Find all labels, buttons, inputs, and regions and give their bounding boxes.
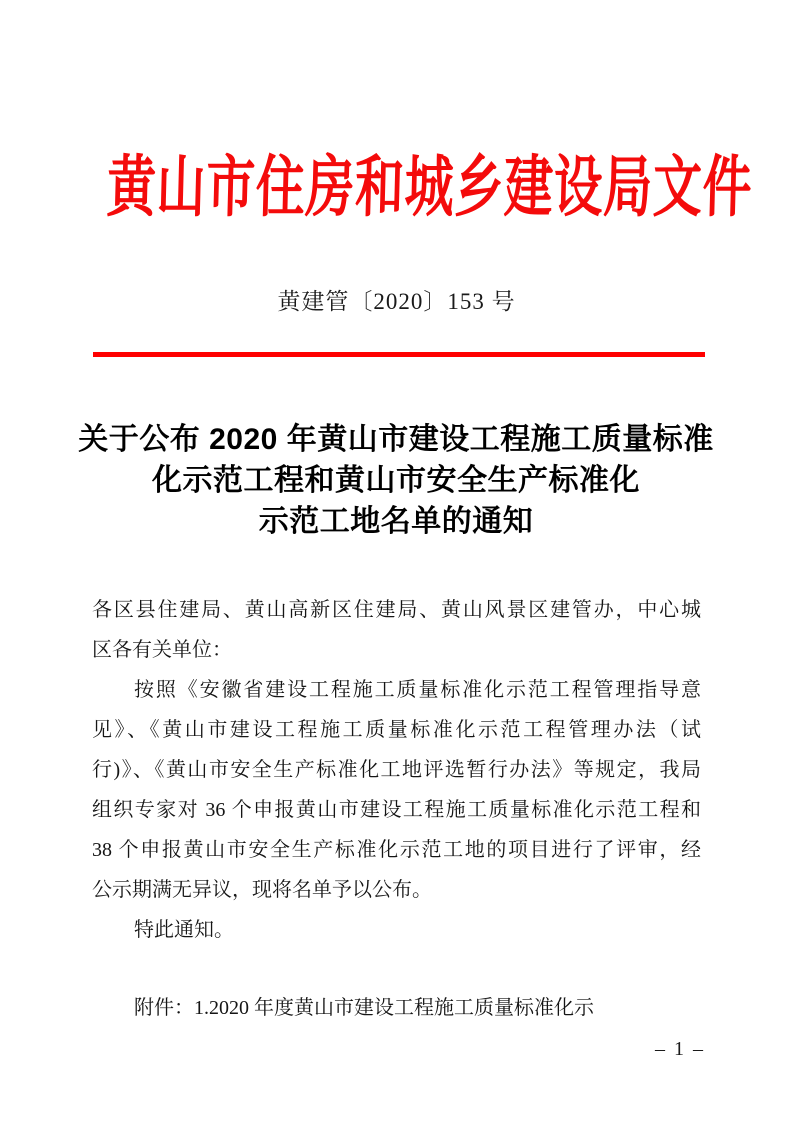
red-divider-line [93,352,705,357]
body-line-attachment: 附件：1.2020 年度黄山市建设工程施工质量标准化示 [134,997,594,1019]
notice-title [46,419,746,542]
document-body [92,590,701,1028]
notice-title-line-3: 示范工地名单的通知 [258,505,534,538]
body-line-addressee-2: 区各有关单位： [92,639,232,661]
body-line-notice-close: 特此通知。 [134,919,234,941]
notice-title-line-2: 化示范工程和黄山市安全生产标准化 [152,464,640,497]
body-line-addressee-1: 各区县住建局、黄山高新区住建局、黄山风景区建管办，中心城 [92,599,701,621]
body-line-paragraph-1: 按照《安徽省建设工程施工质量标准化示范工程管理指导意 [134,679,701,701]
body-line-paragraph-6: 公示期满无异议，现将名单予以公布。 [92,879,432,901]
agency-header-title: 黄山市住房和城乡建设局文件 [105,151,754,225]
body-line-paragraph-5: 38 个申报黄山市安全生产标准化示范工地的项目进行了评审，经 [92,839,701,861]
body-line-paragraph-2: 见》、《黄山市建设工程施工质量标准化示范工程管理办法（试 [92,719,701,741]
body-line-paragraph-4: 组织专家对 36 个申报黄山市建设工程施工质量标准化示范工程和 [92,799,701,821]
notice-title-line-1: 关于公布 2020 年黄山市建设工程施工质量标准 [78,423,714,456]
page-number: – 1 – [655,1038,705,1060]
body-line-paragraph-3: 行)》、《黄山市安全生产标准化工地评选暂行办法》等规定，我局 [92,759,701,781]
blank-line [92,950,701,988]
document-number: 黄建管〔2020〕153 号 [277,289,516,314]
